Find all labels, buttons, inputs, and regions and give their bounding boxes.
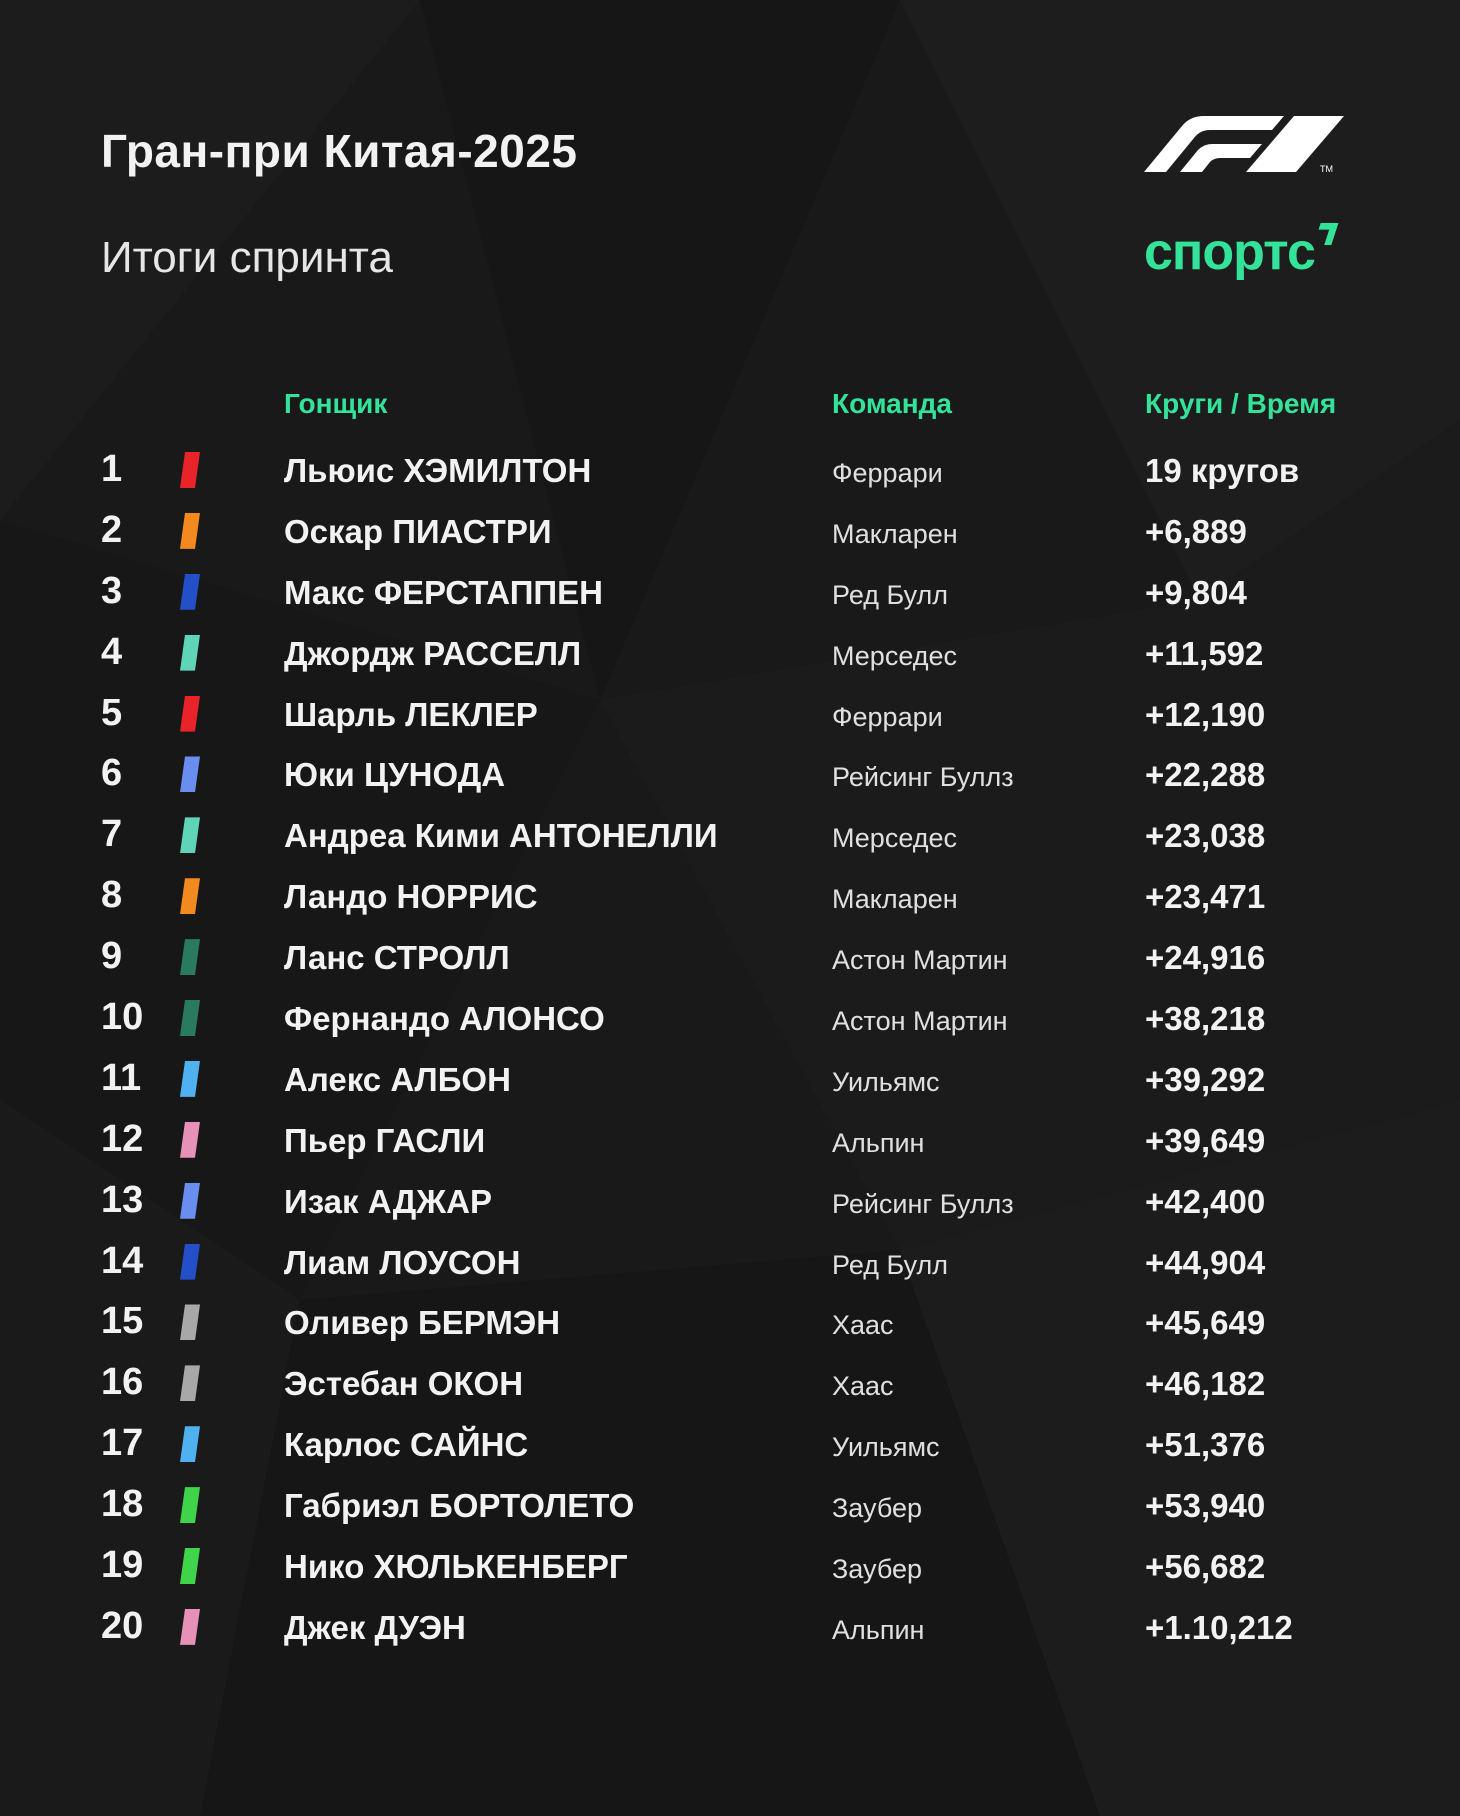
time-gap: +39,292 (1145, 1060, 1266, 1098)
driver-name: Габриэл БОРТОЛЕТО (284, 1487, 635, 1525)
team-color-flag (180, 696, 200, 732)
team-name: Мерседес (832, 823, 958, 854)
driver-name: Джек ДУЭН (284, 1608, 466, 1646)
time-gap: +9,804 (1145, 573, 1247, 611)
driver-name: Алекс АЛБОН (284, 1060, 511, 1098)
driver-name: Ландо НОРРИС (284, 878, 538, 916)
position: 13 (101, 1178, 144, 1221)
time-gap: +6,889 (1145, 512, 1247, 550)
column-header-team: Команда (832, 388, 952, 419)
f1-logo (1144, 114, 1356, 174)
driver-name: Эстебан ОКОН (284, 1365, 524, 1403)
time-gap: +53,940 (1145, 1487, 1266, 1525)
table-row (0, 1112, 1460, 1173)
time-gap: +23,038 (1145, 817, 1266, 855)
time-gap: +38,218 (1145, 1000, 1266, 1038)
team-color-flag (180, 1122, 200, 1158)
team-name: Хаас (832, 1310, 894, 1341)
time-gap: +45,649 (1145, 1304, 1266, 1342)
table-row (0, 442, 1460, 503)
position: 12 (101, 1117, 144, 1160)
time-gap: +24,916 (1145, 939, 1266, 977)
team-color-flag (180, 635, 200, 671)
team-name: Рейсинг Буллз (832, 762, 1014, 793)
team-name: Астон Мартин (832, 1006, 1008, 1037)
table-row (0, 1355, 1460, 1416)
position: 2 (101, 508, 123, 551)
driver-name: Лиам ЛОУСОН (284, 1243, 521, 1281)
team-name: Альпин (832, 1614, 925, 1645)
team-color-flag (180, 1244, 200, 1280)
time-gap: +1.10,212 (1145, 1608, 1293, 1646)
driver-name: Шарль ЛЕКЛЕР (284, 695, 538, 733)
table-row (0, 1599, 1460, 1660)
team-color-flag (180, 939, 200, 975)
team-color-flag (180, 513, 200, 549)
team-color-flag (180, 452, 200, 488)
position: 7 (101, 813, 123, 856)
driver-name: Оливер БЕРМЭН (284, 1304, 561, 1342)
team-color-flag (180, 574, 200, 610)
team-name: Уильямс (832, 1432, 940, 1463)
driver-name: Карлос САЙНС (284, 1426, 529, 1464)
time-gap: +11,592 (1145, 634, 1264, 672)
position: 19 (101, 1544, 144, 1587)
table-row (0, 929, 1460, 990)
position: 6 (101, 752, 123, 795)
team-name: Ред Булл (832, 579, 949, 610)
table-row (0, 686, 1460, 747)
team-name: Макларен (832, 518, 958, 549)
team-color-flag (180, 1426, 200, 1462)
table-row (0, 1294, 1460, 1355)
driver-name: Изак АДЖАР (284, 1182, 492, 1220)
page-title: Гран-при Китая-2025 (101, 125, 578, 177)
position: 15 (101, 1300, 144, 1343)
table-row (0, 1234, 1460, 1295)
team-color-flag (180, 1000, 200, 1036)
team-name: Рейсинг Буллз (832, 1188, 1014, 1219)
time-gap: +22,288 (1145, 756, 1266, 794)
time-gap: +12,190 (1145, 695, 1266, 733)
position: 18 (101, 1483, 144, 1526)
driver-name: Оскар ПИАСТРИ (284, 512, 552, 550)
results-table (0, 442, 1460, 1660)
team-name: Макларен (832, 884, 958, 915)
table-row (0, 807, 1460, 868)
position: 8 (101, 874, 123, 917)
team-color-flag (180, 817, 200, 853)
svg-text:TM: TM (1320, 164, 1333, 174)
position: 14 (101, 1239, 144, 1282)
time-gap: +51,376 (1145, 1426, 1266, 1464)
table-row (0, 990, 1460, 1051)
team-name: Феррари (832, 701, 943, 732)
team-name: Альпин (832, 1127, 925, 1158)
time-gap: +56,682 (1145, 1548, 1266, 1586)
column-header-time: Круги / Время (1145, 388, 1337, 419)
table-row (0, 746, 1460, 807)
team-name: Уильямс (832, 1066, 940, 1097)
page-subtitle: Итоги спринта (101, 233, 393, 282)
team-name: Хаас (832, 1371, 894, 1402)
driver-name: Фернандо АЛОНСО (284, 1000, 605, 1038)
team-color-flag (180, 1548, 200, 1584)
team-color-flag (180, 1183, 200, 1219)
team-name: Заубер (832, 1493, 923, 1524)
team-color-flag (180, 1487, 200, 1523)
sports-logo-mark (1313, 223, 1338, 245)
position: 5 (101, 691, 123, 734)
table-row (0, 1173, 1460, 1234)
sports-logo-text: спортс (1144, 223, 1315, 281)
column-header-driver: Гонщик (284, 388, 388, 419)
position: 4 (101, 630, 123, 673)
driver-name: Юки ЦУНОДА (284, 756, 506, 794)
driver-name: Макс ФЕРСТАППЕН (284, 573, 603, 611)
table-row (0, 564, 1460, 625)
time-gap: +46,182 (1145, 1365, 1266, 1403)
table-row (0, 868, 1460, 929)
team-name: Мерседес (832, 640, 958, 671)
time-gap: +39,649 (1145, 1121, 1266, 1159)
time-gap: +23,471 (1145, 878, 1266, 916)
driver-name: Пьер ГАСЛИ (284, 1121, 486, 1159)
driver-name: Льюис ХЭМИЛТОН (284, 452, 592, 489)
team-name: Ред Булл (832, 1249, 949, 1280)
team-color-flag (180, 1609, 200, 1645)
driver-name: Нико ХЮЛЬКЕНБЕРГ (284, 1548, 628, 1586)
team-color-flag (180, 1365, 200, 1401)
table-row (0, 1416, 1460, 1477)
position: 1 (101, 448, 123, 490)
team-name: Астон Мартин (832, 945, 1008, 976)
position: 10 (101, 996, 144, 1039)
time-gap: +42,400 (1145, 1182, 1266, 1220)
position: 16 (101, 1361, 144, 1404)
table-row (0, 625, 1460, 686)
team-color-flag (180, 878, 200, 914)
team-name: Заубер (832, 1554, 923, 1585)
team-color-flag (180, 1061, 200, 1097)
table-row (0, 503, 1460, 564)
table-row (0, 1477, 1460, 1538)
position: 11 (101, 1056, 142, 1099)
position: 20 (101, 1604, 144, 1647)
team-name: Феррари (832, 458, 943, 488)
driver-name: Андреа Кими АНТОНЕЛЛИ (284, 817, 718, 855)
driver-name: Джордж РАССЕЛЛ (284, 634, 582, 672)
time-gap: 19 кругов (1145, 452, 1300, 489)
table-row (0, 1538, 1460, 1599)
position: 3 (101, 569, 123, 612)
position: 9 (101, 935, 123, 978)
team-color-flag (180, 756, 200, 792)
driver-name: Ланс СТРОЛЛ (284, 939, 510, 977)
table-row (0, 1051, 1460, 1112)
time-gap: +44,904 (1145, 1243, 1266, 1281)
position: 17 (101, 1422, 144, 1465)
sports-logo (1144, 222, 1335, 282)
team-color-flag (180, 1304, 200, 1340)
